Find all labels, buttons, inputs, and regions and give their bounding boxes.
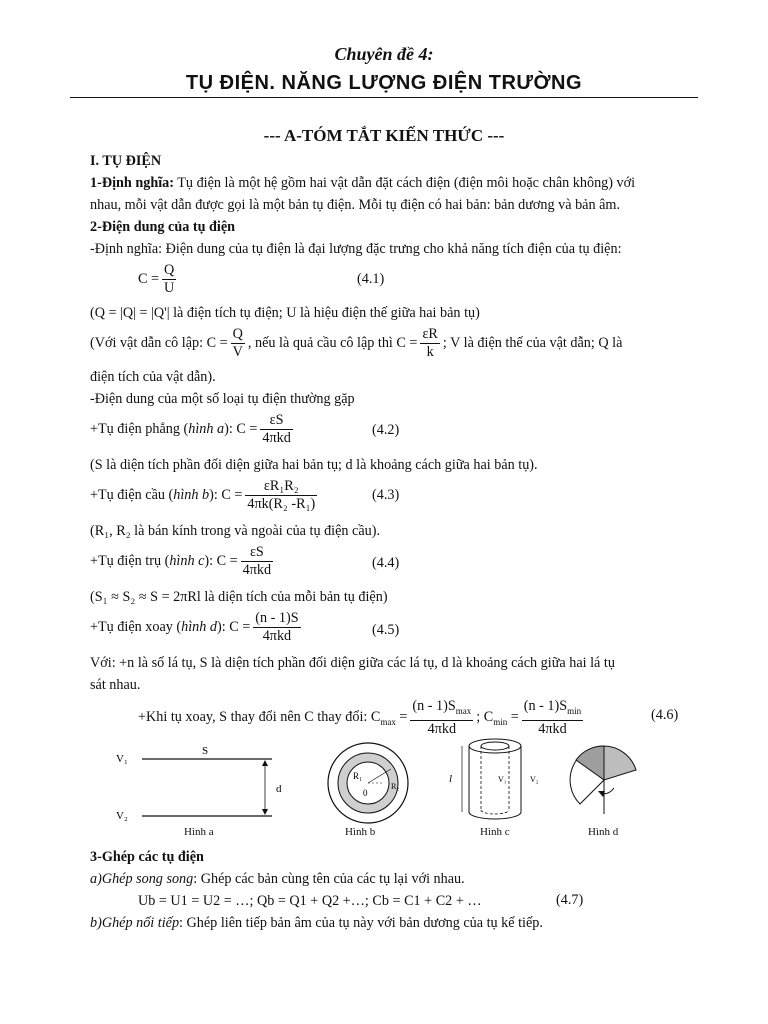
fig-a-v1: V₁ <box>116 753 128 765</box>
eq-number-4-4: (4.4) <box>372 555 400 571</box>
series-text: : Ghép liên tiếp bản âm của tụ này với bản dương của tụ kế tiếp. <box>179 915 543 931</box>
sph-fraction <box>245 478 317 513</box>
eq-number-4-5: (4.5) <box>372 622 400 638</box>
caption-hinh-a: Hình a <box>184 826 214 838</box>
eq1-lhs: C = <box>138 270 160 287</box>
outer-top <box>469 739 521 753</box>
outer-bottom <box>469 812 521 819</box>
cmin-text: ; C <box>476 709 494 726</box>
cmin-equals: = <box>507 709 519 726</box>
caption-hinh-d: Hình d <box>588 826 619 838</box>
common-capacitors-line: -Điện dung của một số loại tụ điện thường gặp <box>90 391 355 407</box>
iso-num-1: Q <box>232 326 243 342</box>
chapter-title: TỤ ĐIỆN. NĂNG LƯỢNG ĐIỆN TRƯỜNG <box>185 72 583 94</box>
inner-top <box>481 742 509 750</box>
plane-fraction <box>260 412 292 447</box>
cmax-den: 4πkd <box>427 720 457 737</box>
plane-figure-ref: hình a <box>188 420 225 437</box>
parallel-text: : Ghép các bản cùng tên của các tụ lại với nhau. <box>193 871 465 887</box>
sph-den: 4πk(R₂ -R₁) <box>247 496 316 512</box>
parallel-line <box>90 870 465 888</box>
series-line <box>90 914 543 932</box>
inner-bottom <box>481 810 509 814</box>
smax-subscript: max <box>455 705 472 716</box>
fig-c-v1: V₁ <box>498 775 507 784</box>
heading-capacitance: 2-Điện dung của tụ điện <box>90 219 236 235</box>
plane-num: εS <box>260 412 292 430</box>
cyl-text-b: ): C = <box>204 552 238 569</box>
var-fraction <box>253 610 300 645</box>
sph-text-a: +Tụ điện cầu ( <box>90 486 174 503</box>
eq1-fraction <box>162 262 176 297</box>
figure-plane-capacitor <box>110 740 310 840</box>
sph-figure-ref: hình b <box>173 486 210 503</box>
cmin-num: (n - 1)S <box>523 698 568 714</box>
capacitance-definition: -Định nghĩa: Điện dung của tụ điện là đại lượng đặc trưng cho khả năng tích điện của tụ điện: <box>90 241 622 257</box>
arrowhead-up <box>262 760 268 766</box>
isolated-conductor-line <box>90 326 622 361</box>
chapter-heading: Chuyên đề 4: <box>334 44 434 64</box>
parallel-equation-text: Ub = U1 = U2 = …; Qb = Q1 + Q2 +…; Cb = C1 + C2 + … <box>138 893 482 909</box>
cmax-subscript: max <box>380 717 396 728</box>
cmin-subscript: min <box>493 717 508 728</box>
sph-num: εR₁R₂ <box>245 478 317 496</box>
minmax-text: +Khi tụ xoay, S thay đổi nên C thay đổi: C <box>138 709 381 726</box>
charge-note: (Q = |Q| = |Q'| là điện tích tụ điện; U là hiệu điện thế giữa hai bản tụ) <box>90 305 480 321</box>
plane-note: (S là diện tích phần đối diện giữa hai bản tụ; d là khoảng cách giữa hai bản tụ). <box>90 457 538 473</box>
eq1-denominator: U <box>164 280 175 296</box>
where-line-2: sát nhau. <box>90 677 141 693</box>
fig-a-s: S <box>202 745 209 757</box>
parallel-equations <box>138 892 482 910</box>
iso-text-b: , nếu là quả cầu cô lập thì C = <box>247 334 418 351</box>
cyl-figure-ref: hình c <box>169 552 205 569</box>
definition-text: Tụ điện là một hệ gồm hai vật dẫn đặt cách điện (điện môi hoặc chân không) với <box>173 175 636 191</box>
figure-variable-capacitor <box>568 740 648 820</box>
definition-line-1 <box>90 174 635 192</box>
iso-den-1: V <box>232 344 243 360</box>
fig-b-origin: 0 <box>363 788 368 798</box>
heading-combination: 3-Ghép các tụ điện <box>90 849 204 865</box>
iso-text-a: (Với vật dẫn cô lập: C = <box>90 334 228 351</box>
plane-den: 4πkd <box>262 430 291 446</box>
cyl-fraction <box>241 544 273 579</box>
iso-fraction-2 <box>420 326 439 361</box>
sph-text-b: ): C = <box>209 486 243 503</box>
spherical-capacitor-line <box>90 478 320 513</box>
fig-b-r1: R₁ <box>353 771 363 781</box>
eq1-numerator: Q <box>164 262 175 278</box>
iso-den-2: k <box>426 344 434 360</box>
plane-text-a: +Tụ điện phẳng ( <box>90 420 189 437</box>
arrowhead-down <box>262 809 268 815</box>
figure-cylindrical-capacitor <box>440 732 550 832</box>
cylindrical-capacitor-line <box>90 544 276 579</box>
fig-a-d: d <box>276 783 282 795</box>
smin-subscript: min <box>567 705 582 716</box>
cmin-num-wrap <box>522 698 583 721</box>
parallel-label: a)Ghép song song <box>90 871 194 887</box>
title-rule <box>70 97 698 98</box>
iso-num-2: εR <box>422 326 438 342</box>
plane-capacitor-line <box>90 412 296 447</box>
var-text-b: ): C = <box>217 618 251 635</box>
section-heading: --- A-TÓM TẮT KIẾN THỨC --- <box>263 126 505 145</box>
fig-c-l: l <box>449 773 453 785</box>
eq-number-4-3: (4.3) <box>372 487 400 503</box>
fig-b-r2: R₂ <box>391 782 400 791</box>
overlap-region <box>604 746 636 780</box>
cyl-text-a: +Tụ điện trụ ( <box>90 552 170 569</box>
variable-capacitor-line <box>90 610 304 645</box>
figure-spherical-capacitor <box>323 741 413 827</box>
definition-line-2: nhau, mỗi vật dẫn được gọi là một bản tụ điện. Mỗi tụ điện có hai bản: bản dương và bản âm. <box>90 197 620 213</box>
where-line-1: Với: +n là số lá tụ, S là diện tích phần đối diện giữa các lá tụ, d là khoảng cách giữa hai lá tụ <box>90 655 615 671</box>
series-label: b)Ghép nối tiếp <box>90 915 180 931</box>
iso-fraction-1 <box>231 326 245 361</box>
cylindrical-note: (S₁ ≈ S₂ ≈ S = 2πRl là diện tích của mỗi bản tụ điện) <box>90 589 388 605</box>
cyl-den: 4πkd <box>242 562 272 578</box>
iso-text-c: ; V là điện thế của vật dẫn; Q là <box>442 334 623 351</box>
plane-text-b: ): C = <box>224 420 258 437</box>
var-text-a: +Tụ điện xoay ( <box>90 618 182 635</box>
eq-number-4-7: (4.7) <box>556 892 584 908</box>
definition-label: 1-Định nghĩa: <box>90 175 174 191</box>
cmax-equals: = <box>395 709 408 726</box>
equation-4-1 <box>138 262 179 297</box>
caption-hinh-c: Hình c <box>480 826 510 838</box>
cmin-den: 4πkd <box>538 720 567 737</box>
eq-number-4-6: (4.6) <box>651 707 679 723</box>
caption-hinh-b: Hình b <box>345 826 376 838</box>
var-den: 4πkd <box>262 628 292 644</box>
heading-capacitor: I. TỤ ĐIỆN <box>90 153 162 169</box>
eq-number-4-2: (4.2) <box>372 422 400 438</box>
isolated-conductor-line-2: điện tích của vật dẫn). <box>90 369 216 385</box>
var-num: (n - 1)S <box>255 610 299 626</box>
cmax-num: (n - 1)S <box>412 698 456 714</box>
spherical-note: (R₁, R₂ là bán kính trong và ngoài của tụ điện cầu). <box>90 523 381 539</box>
eq-number-4-1: (4.1) <box>357 271 385 287</box>
fig-a-v2: V₂ <box>116 810 128 822</box>
var-figure-ref: hình d <box>181 618 218 635</box>
cmax-num-wrap <box>410 698 473 721</box>
fig-c-v2: V₂ <box>530 775 539 784</box>
cyl-num: εS <box>241 544 273 562</box>
